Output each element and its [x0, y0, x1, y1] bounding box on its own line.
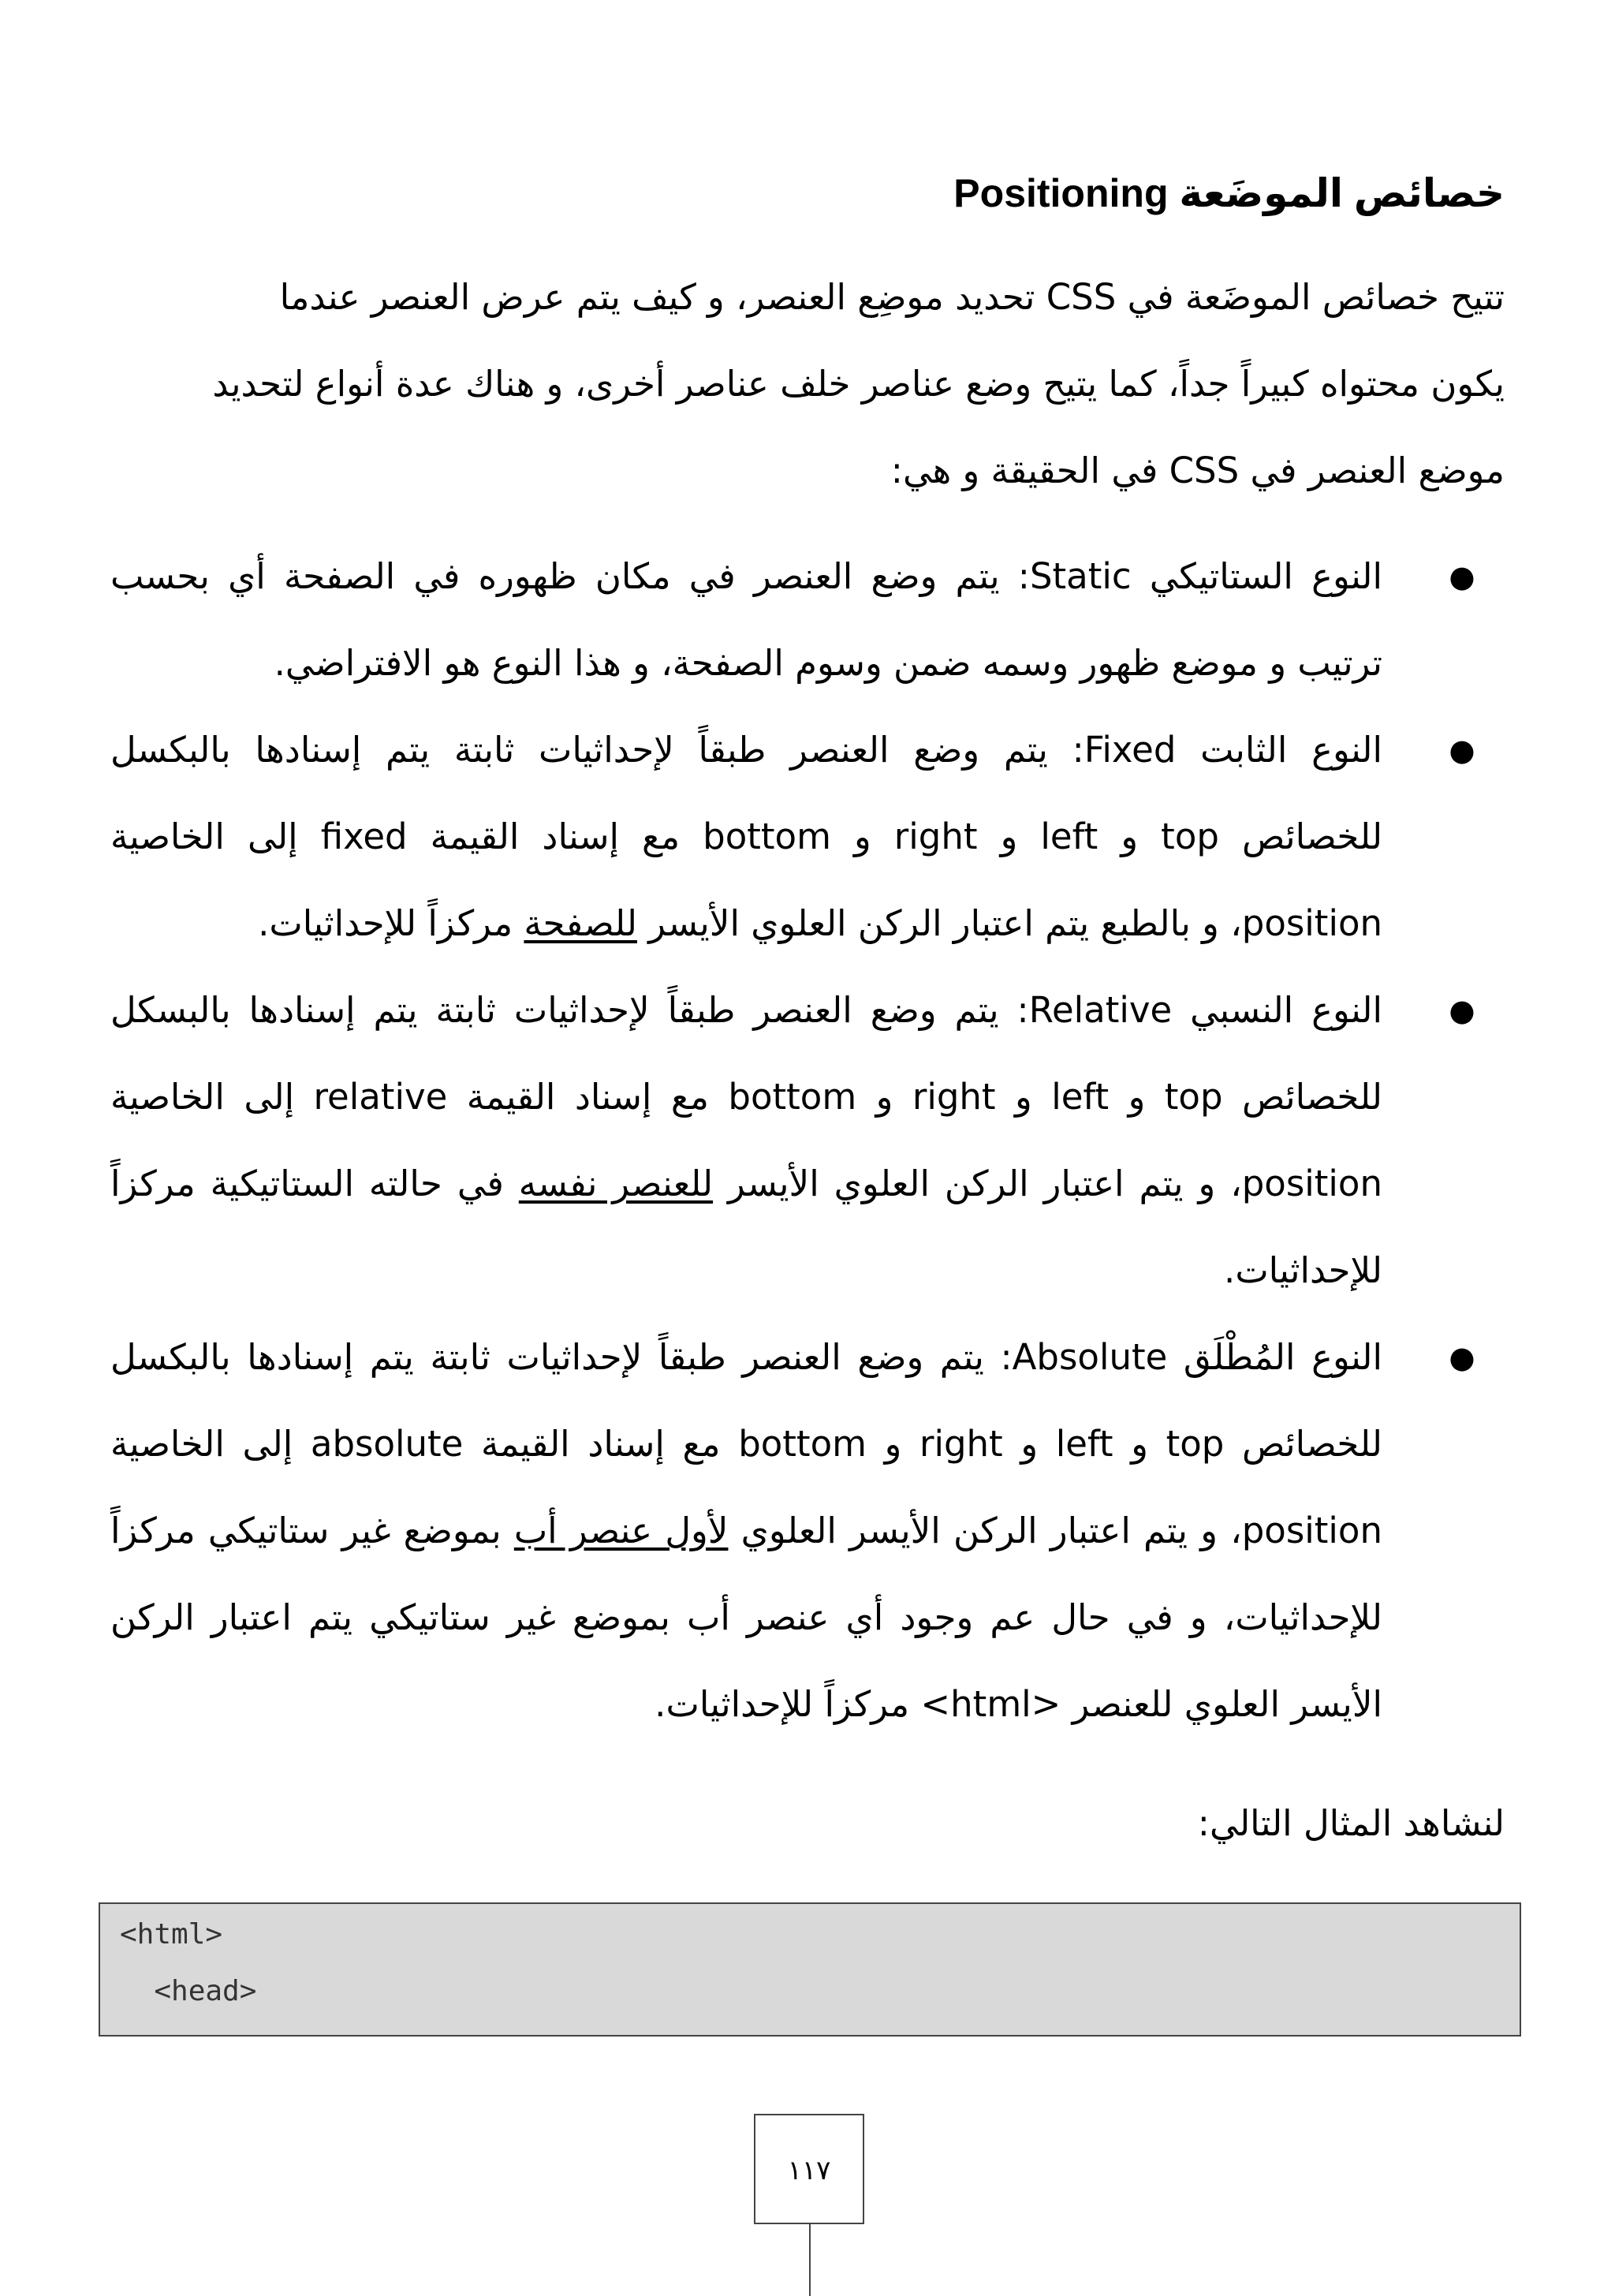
bullet-icon: ● [1449, 993, 1475, 1028]
text-run: النوع الثابت Fixed: يتم وضع العنصر طبقاً لإحداثيات ثابتة يتم إسنادها بالبكسل للخصائص top و left و right و bottom مع إسناد القيمة fixed إلى الخاصية position، و بالطبع يتم اعتبار الركن العلوي الأيسر [110, 729, 1383, 944]
intro-paragraph [110, 254, 1505, 514]
section-heading: خصائص الموضَعة Positioning [953, 170, 1505, 215]
list-item-absolute [110, 1314, 1505, 1748]
list-item-text [110, 707, 1382, 967]
underlined-term: للعنصر نفسه [518, 1163, 714, 1204]
intro-line: تتيح خصائص الموضَعة في CSS تحديد موضِع العنصر، و كيف يتم عرض العنصر عندما [279, 276, 1505, 318]
bullet-icon: ● [1449, 1340, 1475, 1375]
text-run: في حالته الستاتيكية مركزاً للإحداثيات. [110, 1163, 1382, 1291]
text-run: النوع المُطْلَق Absolute: يتم وضع العنصر طبقاً لإحداثيات ثابتة يتم إسنادها بالبكسل للخصائص top و left و right و bottom مع إسناد القيمة absolute إلى الخاصية position، و يتم اعتبار الركن الأيسر العلوي [110, 1336, 1383, 1551]
page-number: ١١٧ [754, 2114, 864, 2224]
bullet-icon: ● [1449, 559, 1475, 594]
text-run: بموضع غير ستاتيكي مركزاً للإحداثيات، و في حال عم وجود أي عنصر أب بموضع غير ستاتيكي يتم اعتبار الركن الأيسر العلوي للعنصر <html> مركزاً للإحداثيات. [110, 1510, 1382, 1725]
underlined-term: لأول عنصر أب [513, 1510, 729, 1551]
list-item-text [110, 967, 1382, 1314]
intro-line: موضع العنصر في CSS في الحقيقة و هي: [890, 450, 1505, 491]
list-item-text [110, 1314, 1382, 1748]
list-item-static [110, 533, 1505, 707]
code-line: <head> [120, 1975, 257, 2007]
code-line: <html> [120, 1918, 223, 1951]
underlined-term: للصفحة [524, 902, 637, 944]
list-item-text: النوع الستاتيكي Static: يتم وضع العنصر في مكان ظهوره في الصفحة أي بحسب ترتيب و موضع ظهور وسمه ضمن وسوم الصفحة، و هذا النوع هو الافتراضي. [110, 555, 1383, 684]
list-item-relative [110, 967, 1505, 1314]
text-run: مركزاً للإحداثيات. [258, 902, 524, 944]
list-item-fixed [110, 707, 1505, 967]
code-block [99, 1902, 1521, 2037]
bullet-icon: ● [1449, 733, 1475, 767]
intro-line: يكون محتواه كبيراً جداً، كما يتيح وضع عناصر خلف عناصر أخرى، و هناك عدة أنواع لتحديد [212, 363, 1505, 405]
page-number-connector [809, 2224, 811, 2296]
text-run: النوع النسبي Relative: يتم وضع العنصر طبقاً لإحداثيات ثابتة يتم إسنادها بالبسكل للخصائص top و left و right و bottom مع إسناد القيمة relative إلى الخاصية position، و يتم اعتبار الركن العلوي الأيسر [110, 989, 1383, 1204]
positioning-types-list [110, 533, 1505, 1748]
example-lead-text: لنشاهد المثال التالي: [1197, 1802, 1505, 1844]
